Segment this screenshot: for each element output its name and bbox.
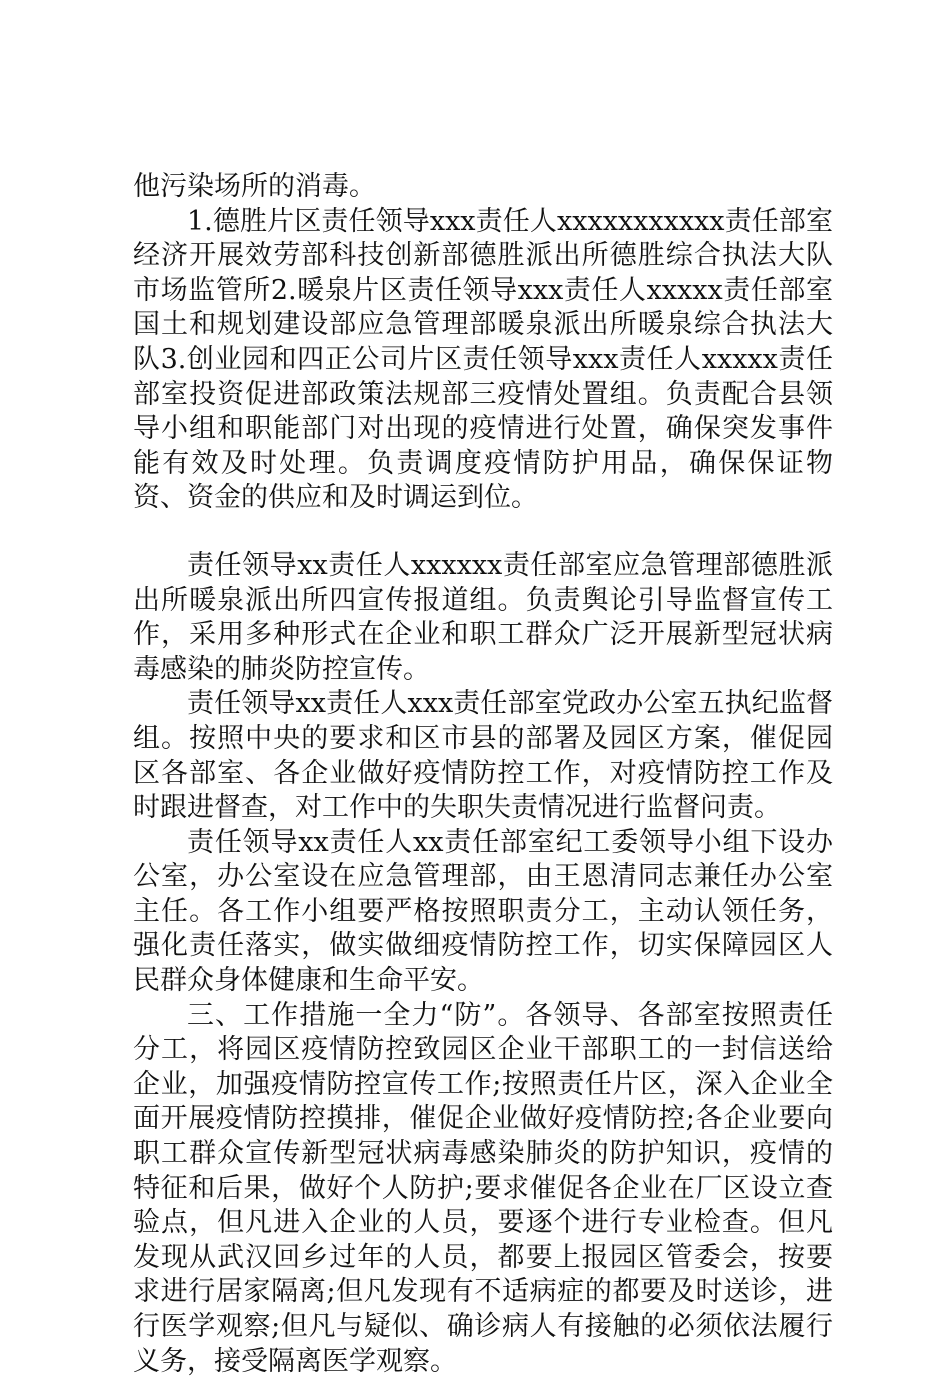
paragraph-area-responsibilities: 1.德胜片区责任领导xxx责任人xxxxxxxxxxx责任部室经济开展效劳部科技创新部德胜派出所德胜综合执法大队市场监管所2.暖泉片区责任领导xxx责任人xxxxx责任部室国土和规划建设部应急管理部暖泉派出所暖泉综合执法大队3.创业园和四正公司片区责任领导xxx责任人xxxxx责任部室投资促进部政策法规部三疫情处置组。负责配合县领导小组和职能部门对出现的疫情进行处置，确保突发事件能有效及时处理。负责调度疫情防护用品，确保保证物资、资金的供应和及时调运到位。 <box>133 205 833 514</box>
paragraph-publicity-group: 责任领导xx责任人xxxxxx责任部室应急管理部德胜派出所暖泉派出所四宣传报道组。负责舆论引导监督宣传工作，采用多种形式在企业和职工群众广泛开展新型冠状病毒感染的肺炎防控宣传。 <box>133 549 833 685</box>
paragraph-supervision-group: 责任领导xx责任人xxx责任部室党政办公室五执纪监督组。按照中央的要求和区市县的部署及园区方案，催促园区各部室、各企业做好疫情防控工作，对疫情防控工作及时跟进督查，对工作中的失职失责情况进行监督问责。 <box>133 688 833 824</box>
paragraph-work-measures: 三、工作措施一全力“防”。各领导、各部室按照责任分工，将园区疫情防控致园区企业干部职工的一封信送给企业，加强疫情防控宣传工作;按照责任片区，深入企业全面开展疫情防控摸排，催促企业做好疫情防控;各企业要向职工群众宣传新型冠状病毒感染肺炎的防护知识，疫情的特征和后果，做好个人防护;要求催促各企业在厂区设立查验点，但凡进入企业的人员，要逐个进行专业检查。但凡发现从武汉回乡过年的人员，都要上报园区管委会，按要求进行居家隔离;但凡发现有不适病症的都要及时送诊，进行医学观察;但凡与疑似、确诊病人有接触的必须依法履行义务，接受隔离医学观察。 <box>133 999 833 1377</box>
paragraph-continuation: 他污染场所的消毒。 <box>133 171 376 202</box>
paragraph-office: 责任领导xx责任人xx责任部室纪工委领导小组下设办公室，办公室设在应急管理部，由王恩清同志兼任办公室主任。各工作小组要严格按照职责分工，主动认领任务，强化责任落实，做实做细疫情防控工作，切实保障园区人民群众身体健康和生命平安。 <box>133 826 833 997</box>
document-page <box>133 170 833 1379</box>
